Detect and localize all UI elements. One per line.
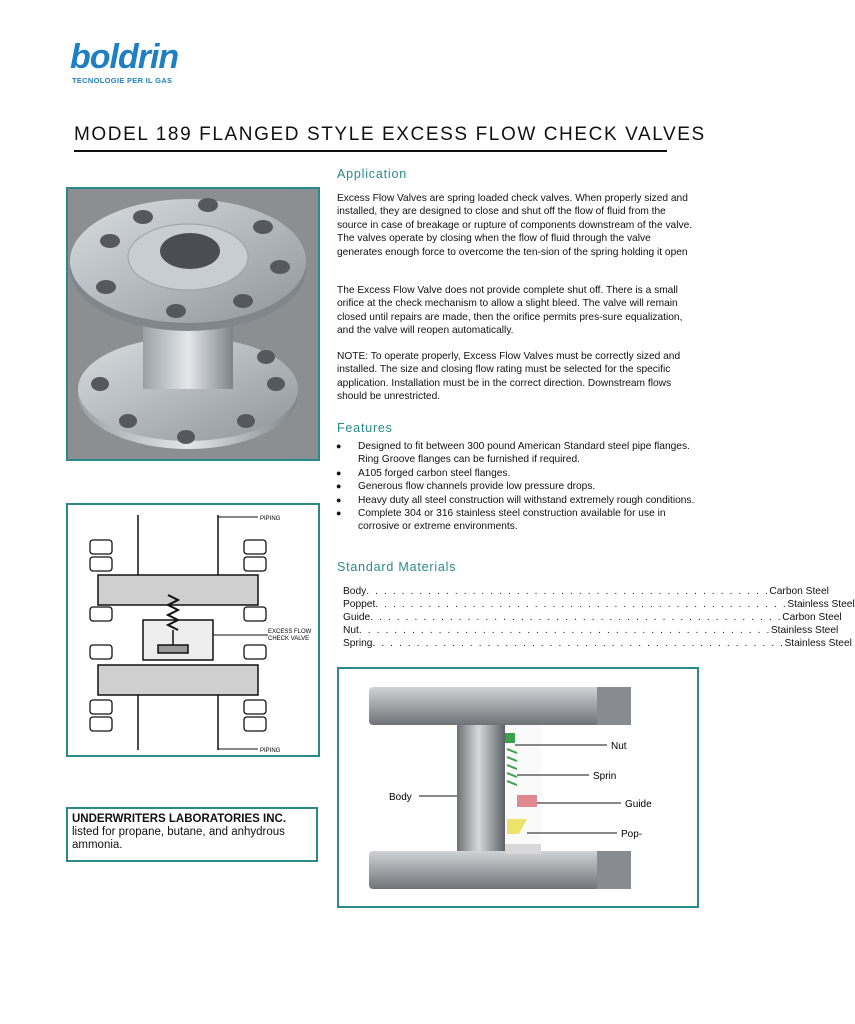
materials-table — [343, 585, 855, 650]
valve-label-line2: CHECK VALVE — [268, 636, 310, 642]
application-heading: Application — [337, 167, 407, 181]
installation-drawing-frame — [66, 503, 320, 757]
material-value: Stainless Steel — [784, 638, 852, 649]
application-paragraph-3: NOTE: To operate properly, Excess Flow Valves must be correctly sized and installed. The size and closing flow rating must be selected for the specific application. Installation must be in the correct direction. Downstream flows should be unrestricted. — [337, 351, 681, 403]
materials-heading: Standard Materials — [337, 560, 457, 574]
feature-item: ● Designed to fit between 300 pound American Standard steel pipe flanges. Ring Groove flanges can be furnished if required. — [336, 440, 696, 466]
ul-heading: UNDERWRITERS LABORATORIES INC. — [72, 813, 287, 825]
piping-bottom-label: PIPING — [260, 748, 281, 754]
cutaway-diagram — [339, 669, 697, 906]
features-list — [336, 440, 696, 534]
cutaway-diagram-frame — [337, 667, 699, 908]
material-part: Body — [343, 586, 367, 597]
feature-item: ● Heavy duty all steel construction will withstand extremely rough conditions. — [336, 494, 696, 507]
cutaway-label-spring: Sprin — [593, 771, 617, 782]
leader-dots: . . . . . . . . . . . . . . . . . . . . . . . . . . . . . . . . . . . . . . . . . . . . . . . — [372, 638, 785, 649]
leader-dots: . . . . . . . . . . . . . . . . . . . . . . . . . . . . . . . . . . . . . . . . . . . . . . — [366, 586, 770, 597]
feature-item: ● Generous flow channels provide low pressure drops. — [336, 480, 696, 493]
material-part: Poppet — [343, 599, 376, 610]
brand-logo-tagline: TECNOLOGIE PER IL GAS — [72, 76, 173, 85]
ul-text: listed for propane, butane, and anhydrous ammonia. — [72, 826, 285, 851]
cutaway-label-body: Body — [389, 792, 412, 803]
feature-item: ● Complete 304 or 316 stainless steel construction available for use in corrosive or extreme environments. — [336, 507, 696, 533]
cutaway-label-poppet: Pop- — [621, 829, 643, 840]
features-heading: Features — [337, 421, 393, 435]
cutaway-label-guide: Guide — [625, 799, 652, 810]
valve-photo-frame — [66, 187, 320, 461]
leader-dots: . . . . . . . . . . . . . . . . . . . . . . . . . . . . . . . . . . . . . . . . . . . . . . . — [375, 599, 788, 610]
application-paragraph-2: The Excess Flow Valve does not provide complete shut off. There is a small orifice at the check mechanism to allow a slight bleed. The valve will remain closed until repairs are made, then the orifice permits pres-sure equalization, and the valve will reopen automatically. — [337, 285, 683, 337]
valve-photo — [68, 189, 318, 459]
material-row — [343, 624, 839, 637]
ul-listing-box — [66, 807, 318, 862]
material-value: Stainless Steel — [770, 625, 839, 636]
material-row — [343, 637, 852, 650]
material-row — [343, 585, 829, 598]
cutaway-label-nut: Nut — [611, 741, 627, 752]
page-title: MODEL 189 FLANGED STYLE EXCESS FLOW CHECK VALVES — [74, 124, 706, 145]
material-value: Carbon Steel — [769, 586, 829, 597]
material-part: Nut — [343, 625, 359, 636]
material-value: Carbon Steel — [782, 612, 842, 623]
valve-label-line1: EXCESS FLOW — [268, 629, 312, 635]
material-part: Spring — [343, 638, 373, 649]
leader-dots: . . . . . . . . . . . . . . . . . . . . . . . . . . . . . . . . . . . . . . . . . . . . . . . — [358, 625, 771, 636]
brand-logo-wordmark: boldrin — [70, 38, 179, 76]
leader-dots: . . . . . . . . . . . . . . . . . . . . . . . . . . . . . . . . . . . . . . . . . . . . . . . — [370, 612, 783, 623]
material-row — [343, 598, 855, 611]
material-row — [343, 611, 842, 624]
material-value: Stainless Steel — [787, 599, 855, 610]
title-divider — [74, 150, 667, 152]
material-part: Guide — [343, 612, 371, 623]
application-paragraph-1: Excess Flow Valves are spring loaded check valves. When properly sized and installed, they are designed to close and shut off the flow of fluid from the source in case of breakage or rupture of components downstream of the valve. The valves operate by closing when the flow of fluid through the valve generates enough force to overcome the ten-sion of the spring holding it open — [337, 193, 693, 258]
installation-drawing — [68, 505, 318, 755]
feature-item: ● A105 forged carbon steel flanges. — [336, 467, 696, 480]
piping-top-label: PIPING — [260, 516, 281, 522]
